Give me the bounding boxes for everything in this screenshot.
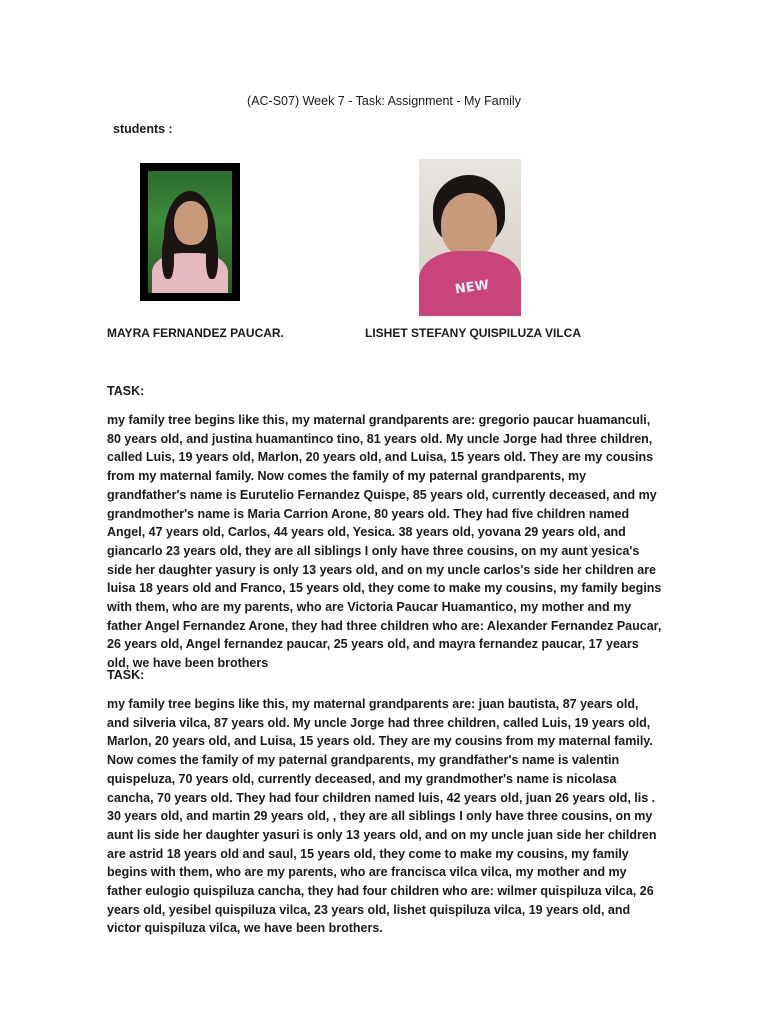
- task-2-paragraph: my family tree begins like this, my maternal grandparents are: juan bautista, 87 years old, and silveria vilca, 87 years old. My uncle Jorge had three children, called Luis, 19 years old, Marlon, 20 years old, and Luisa, 15 years old. They are my cousins from my maternal family. Now comes the family of my paternal grandparents, my grandfather's name is valentin quispeluza, 70 years old, currently deceased, and my grandmother's name is nicolasa cancha, 70 years old. They had four children named luis, 42 years old, juan 26 years old, lis . 30 years old, and martin 29 years old, , they are all siblings I only have three cousins, on my aunt lis side her daughter yasuri is only 13 years old, and on my uncle juan side her children are astrid 18 years old and saul, 15 years old, they come to make my cousins, my family begins with them, who are my parents, who are francisca vilca vilca, my mother and my father eulogio quispiluza cancha, they had four children who are: wilmer quispiluza vilca, 26 years old, yesibel quispiluza vilca, 23 years old, lishet quispiluza vilca, 19 years old, and victor quispiluza vilca, we have been brothers.: [107, 697, 657, 936]
- task-1-heading: TASK:: [107, 384, 145, 398]
- document-title: (AC-S07) Week 7 - Task: Assignment - My Family: [247, 94, 521, 108]
- student-1-name: MAYRA FERNANDEZ PAUCAR.: [107, 326, 284, 340]
- student-2-name: LISHET STEFANY QUISPILUZA VILCA: [365, 326, 582, 340]
- students-label: students :: [113, 122, 173, 136]
- task-1-paragraph: my family tree begins like this, my maternal grandparents are: gregorio paucar huamanculi, 80 years old, and justina huamantinco tino, 81 years old. My uncle Jorge had three children, called Luis, 19 years old, Marlon, 20 years old, and Luisa, 15 years old. They are my cousins from my maternal family. Now comes the family of my paternal grandparents, my grandfather's name is Eurutelio Fernandez Quispe, 85 years old, currently deceased, and my grandmother's name is Maria Carrion Arone, 80 years old. They had five children named Angel, 47 years old, Carlos, 44 years old, Yesica. 38 years old, yovana 29 years old, and giancarlo 23 years old, they are all siblings I only have three cousins, on my aunt yesica's side her daughter yasury is only 13 years old, and on my uncle carlos's side her children are luisa 18 years old and Franco, 15 years old, they come to make my cousins, my family begins with them, who are my parents, who are Victoria Paucar Huamantico, my mother and my father Angel Fernandez Arone, they had three children who are: Alexander Fernandez Paucar, 26 years old, Angel fernandez paucar, 25 years old, and mayra fernandez paucar, 17 years old, we have been brothers: [107, 413, 662, 671]
- task-2-heading: TASK:: [107, 668, 145, 682]
- student-1-photo: [140, 163, 240, 301]
- student-2-photo: NEW: [419, 159, 521, 316]
